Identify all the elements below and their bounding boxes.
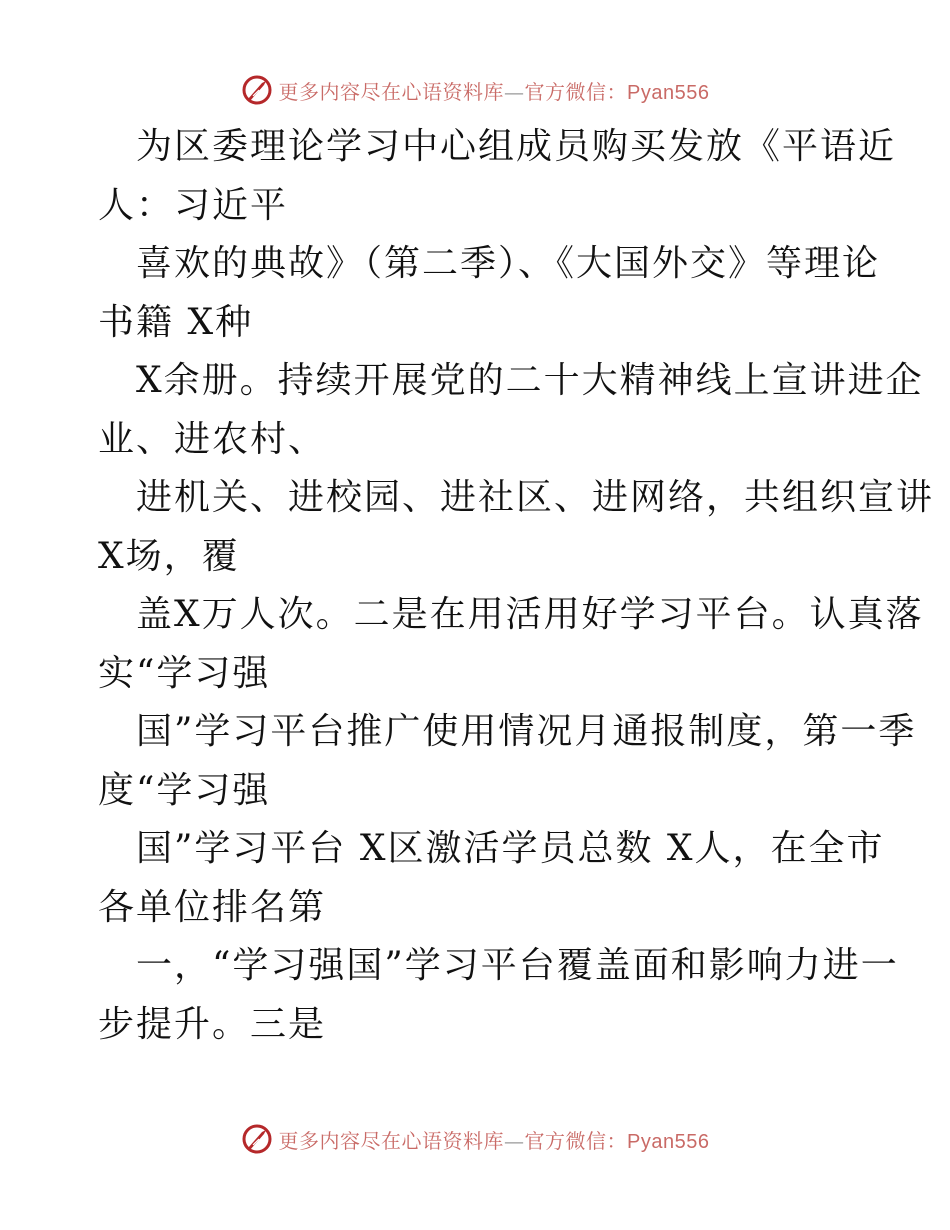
footer-wechat-label: 官方微信： <box>524 1128 628 1153</box>
header-site-text: 更多内容尽在心语资料库 <box>278 79 505 104</box>
footer-separator: — <box>504 1128 525 1153</box>
footer-text <box>279 1125 710 1154</box>
body-line: 实“学习强 <box>98 652 271 694</box>
body-line: 国”学习平台 X区激活学员总数 X人，在全市 <box>136 828 885 869</box>
body-line: 进机关、进校园、进社区、进网络，共组织宣讲 <box>136 477 935 518</box>
body-line: 各单位排名第 <box>98 886 327 928</box>
header-wechat-label: 官方微信： <box>524 79 628 104</box>
document-body <box>98 118 935 1054</box>
body-line: X余册。持续开展党的二十大精神线上宣讲进企 <box>136 360 924 401</box>
body-line: 书籍 X种 <box>98 301 254 343</box>
body-line: 度“学习强 <box>98 769 271 811</box>
body-line: 一，“学习强国”学习平台覆盖面和影响力进一 <box>136 945 899 986</box>
body-line: 业、进农村、 <box>98 418 327 460</box>
header-banner <box>0 70 950 110</box>
body-line: 喜欢的典故》（第二季）、《大国外交》等理论 <box>136 243 881 284</box>
footer-wechat-id: Pyan556 <box>627 1130 710 1153</box>
body-line: 盖X万人次。二是在用活用好学习平台。认真落 <box>136 594 924 635</box>
quill-logo-icon <box>241 1123 273 1155</box>
header-separator: — <box>504 79 525 104</box>
header-wechat-id: Pyan556 <box>627 81 710 104</box>
body-line: 人：习近平 <box>98 184 289 226</box>
body-line: X场，覆 <box>98 535 240 577</box>
quill-logo-icon <box>241 74 273 106</box>
body-line: 步提升。三是 <box>98 1003 327 1045</box>
footer-banner <box>0 1119 950 1159</box>
header-text <box>279 76 710 105</box>
body-line: 国”学习平台推广使用情况月通报制度，第一季 <box>136 711 917 752</box>
footer-site-text: 更多内容尽在心语资料库 <box>278 1128 505 1153</box>
body-line: 为区委理论学习中心组成员购买发放《平语近 <box>136 126 897 167</box>
